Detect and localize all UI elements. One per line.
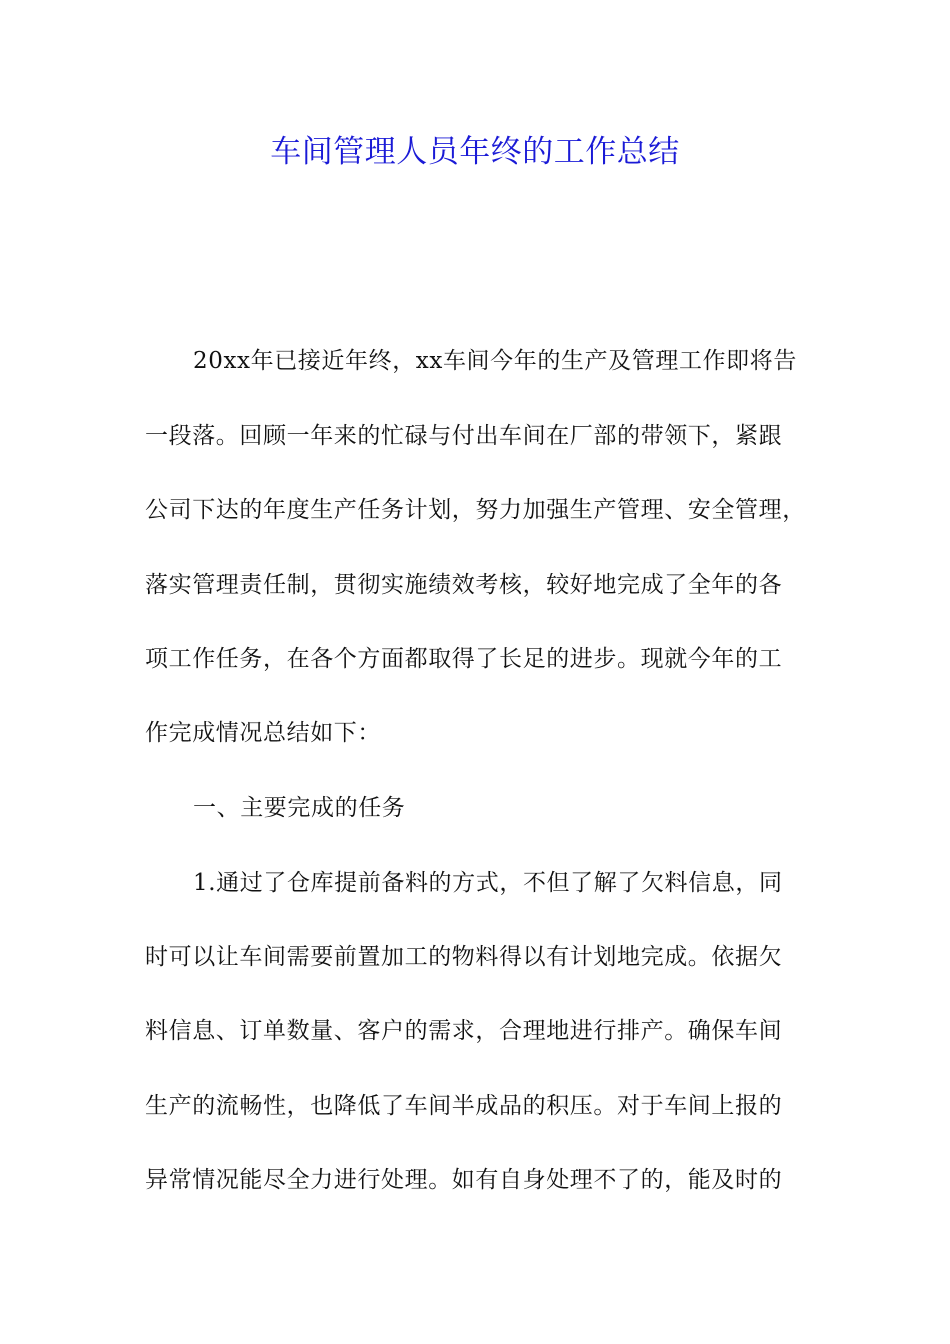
paragraph-line: 项工作任务，在各个方面都取得了长足的进步。现就今年的工 bbox=[145, 646, 783, 672]
paragraph-line: 生产的流畅性，也降低了车间半成品的积压。对于车间上报的 bbox=[145, 1093, 783, 1119]
paragraph-line: 20xx年已接近年终，xx车间今年的生产及管理工作即将告 bbox=[193, 348, 797, 374]
paragraph-line: 1.通过了仓库提前备料的方式，不但了解了欠料信息，同 bbox=[193, 870, 783, 896]
paragraph-line: 异常情况能尽全力进行处理。如有自身处理不了的，能及时的 bbox=[145, 1167, 783, 1193]
paragraph-line: 料信息、订单数量、客户的需求，合理地进行排产。确保车间 bbox=[145, 1018, 783, 1044]
paragraph-line: 作完成情况总结如下： bbox=[145, 720, 381, 746]
paragraph-line: 落实管理责任制，贯彻实施绩效考核，较好地完成了全年的各 bbox=[145, 572, 783, 598]
section-heading: 一、主要完成的任务 bbox=[193, 795, 406, 821]
paragraph-line: 公司下达的年度生产任务计划，努力加强生产管理、安全管理， bbox=[145, 497, 806, 523]
document-title: 车间管理人员年终的工作总结 bbox=[270, 134, 680, 170]
paragraph-line: 一段落。回顾一年来的忙碌与付出车间在厂部的带领下，紧跟 bbox=[145, 423, 783, 449]
paragraph-line: 时可以让车间需要前置加工的物料得以有计划地完成。依据欠 bbox=[145, 944, 783, 970]
